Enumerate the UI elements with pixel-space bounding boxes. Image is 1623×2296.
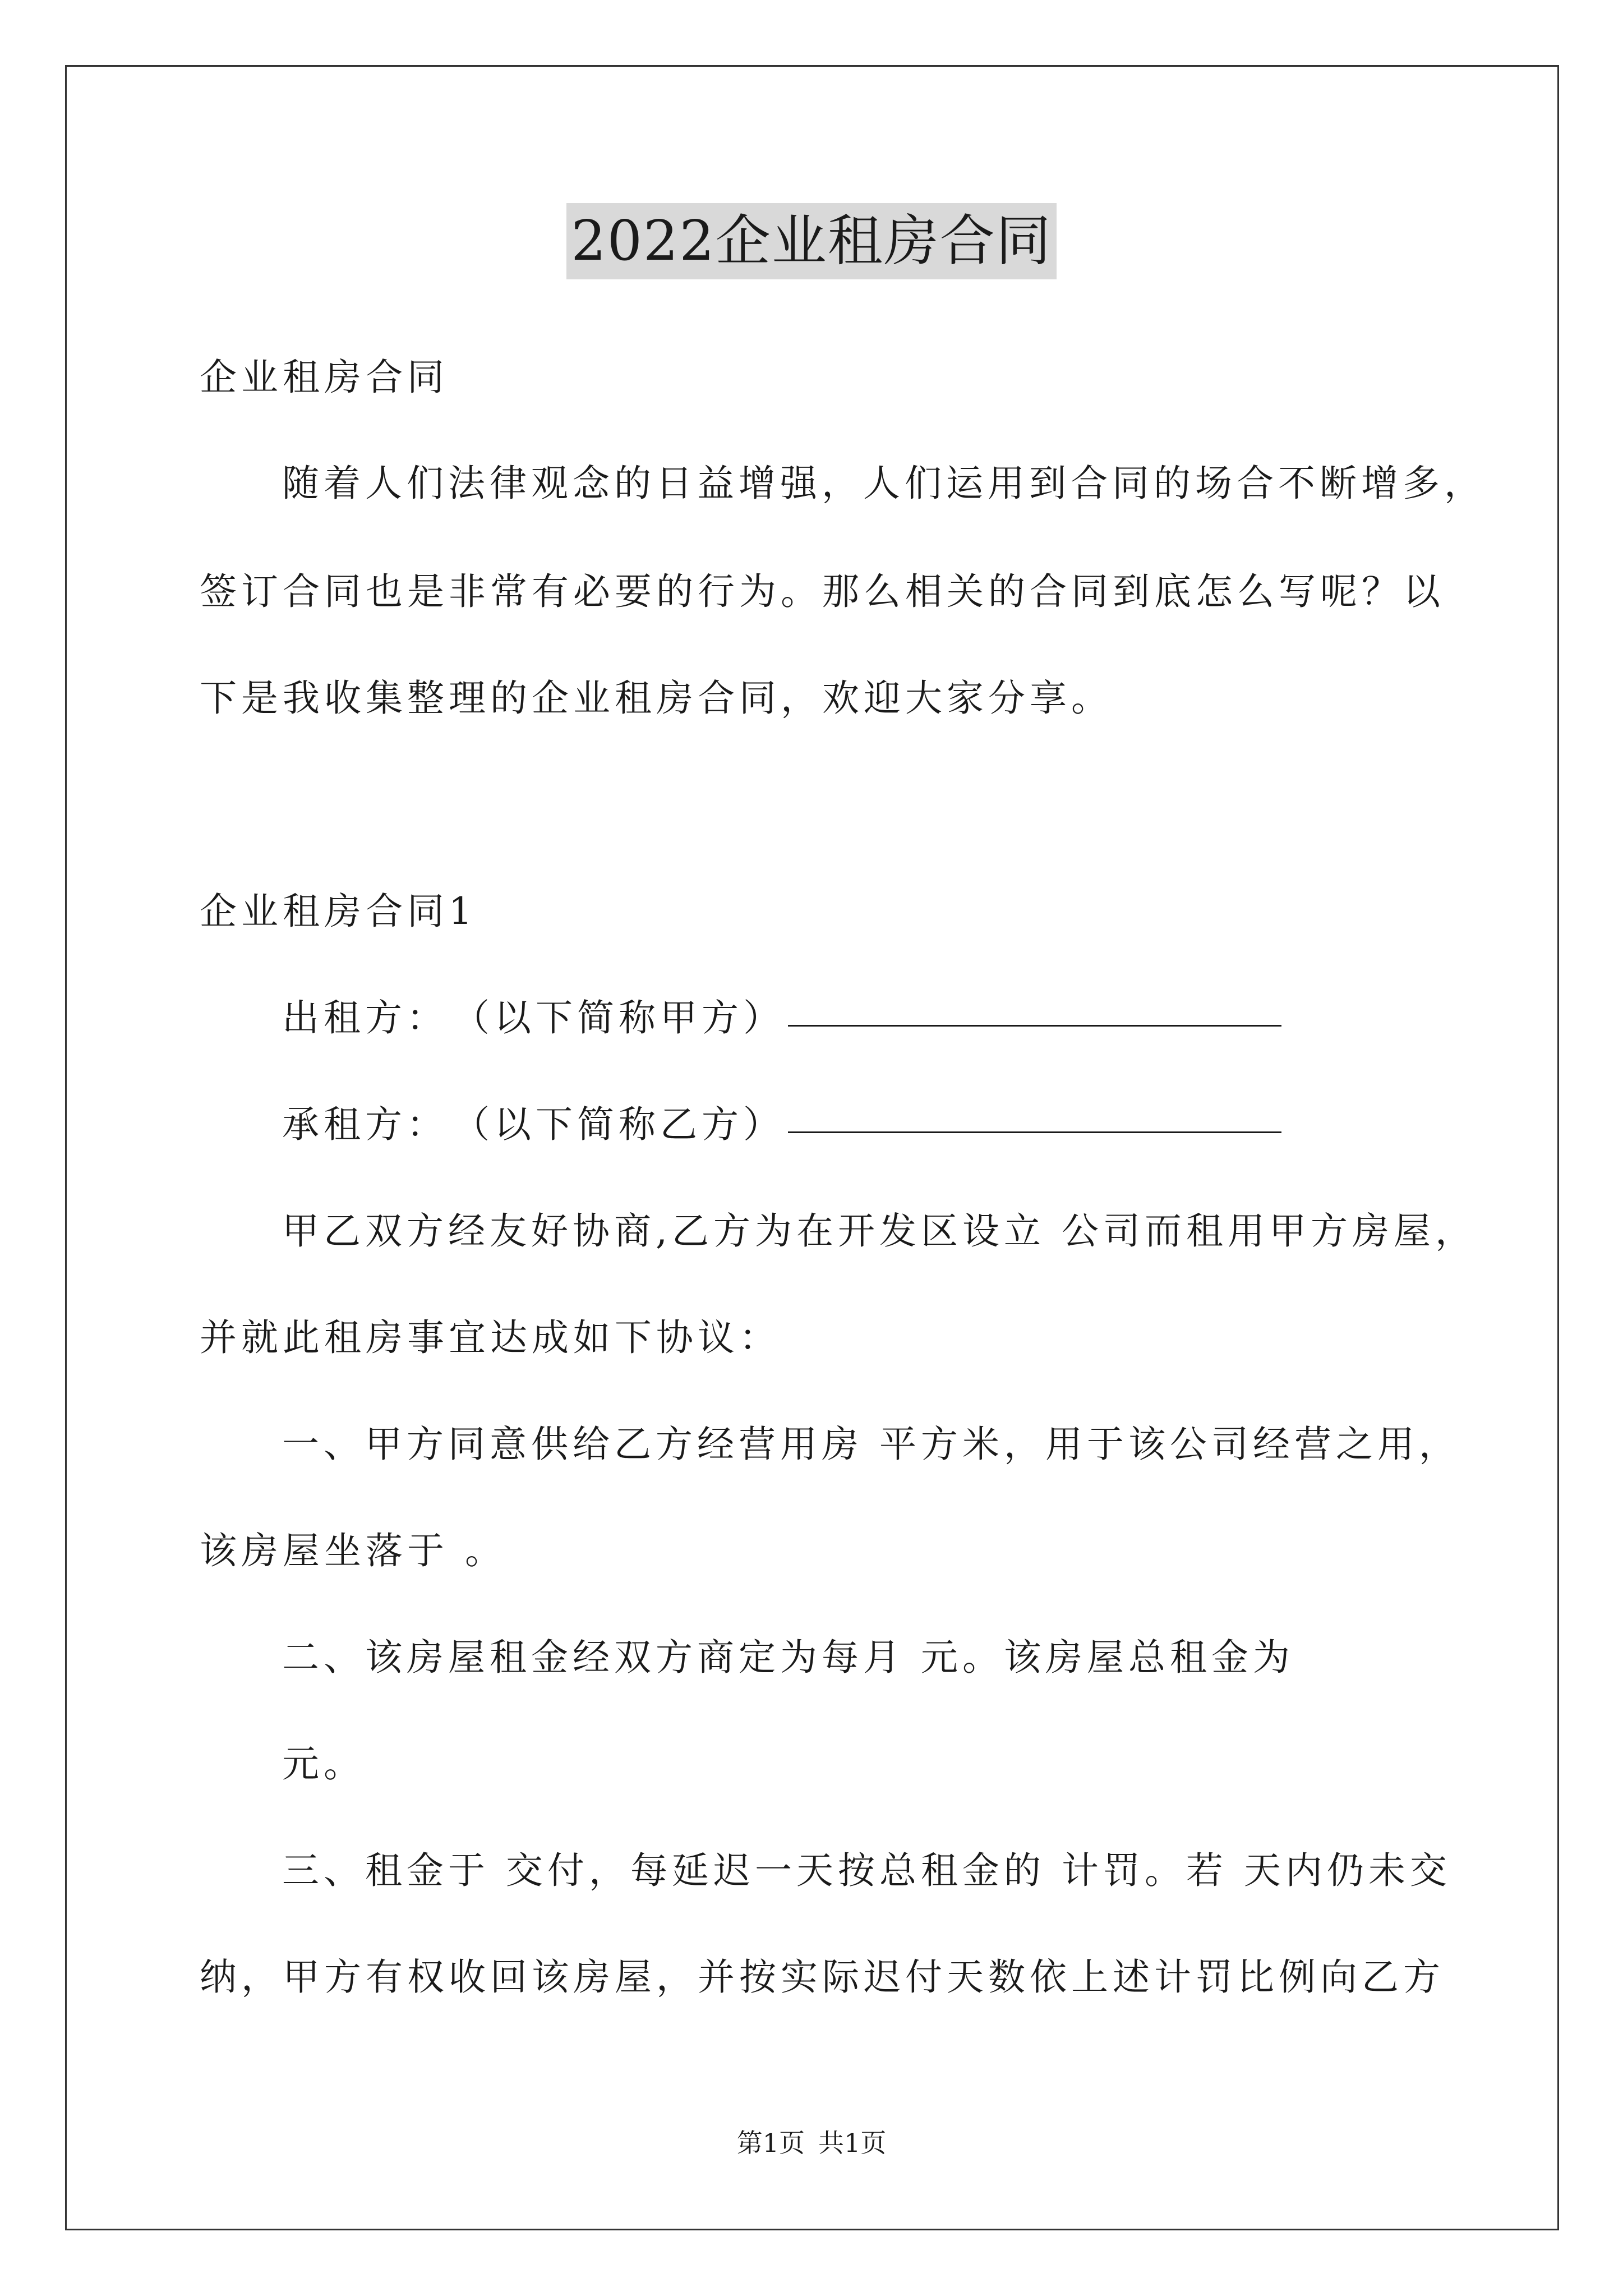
intro-line-1-text: 随着人们法律观念的日益增强，人们运用到合同的场合不断增多， <box>282 462 1486 505</box>
lessee-label: 承租方： （以下简称乙方） <box>282 1103 785 1146</box>
lessee-row <box>282 1099 1281 1150</box>
preamble-line-2: 并就此租房事宜达成如下协议： <box>200 1316 781 1359</box>
document-title: 2022企业租房合同 <box>566 203 1056 279</box>
intro-line-1 <box>282 458 1486 509</box>
contract-heading: 企业租房合同1 <box>200 890 477 933</box>
page-current: 第1页 <box>736 2128 805 2158</box>
clause3-line-1: 三、租金于 交付，每延迟一天按总租金的 计罚。若 天内仍未交 <box>282 1849 1451 1892</box>
clause2-line-2: 元。 <box>282 1742 365 1786</box>
clause2-line-1: 二、该房屋租金经双方商定为每月 元。该房屋总租金为 <box>282 1636 1294 1679</box>
page-total: 共1页 <box>818 2128 887 2158</box>
clause1-line-1: 一、甲方同意供给乙方经营用房 平方米，用于该公司经营之用， <box>282 1423 1460 1466</box>
clause3-line-2: 纳，甲方有权收回该房屋，并按实际迟付天数依上述计罚比例向乙方 <box>200 1955 1445 1999</box>
lessee-blank-line[interactable] <box>788 1131 1281 1133</box>
lessor-row <box>282 993 1281 1043</box>
intro-line-2 <box>200 567 1450 617</box>
clause1-line-2: 该房屋坐落于 。 <box>200 1529 506 1572</box>
intro-line-2-text: 签订合同也是非常有必要的行为。那么相关的合同到底怎么写呢？以 <box>200 570 1445 613</box>
page-footer <box>0 2126 1623 2160</box>
lessor-blank-line[interactable] <box>788 1025 1281 1027</box>
intro-heading: 企业租房合同 <box>200 356 449 399</box>
title-container <box>0 203 1623 279</box>
lessor-label: 出租方： （以下简称甲方） <box>282 996 785 1039</box>
preamble-line-1: 甲乙双方经友好协商,乙方为在开发区设立 公司而租用甲方房屋， <box>282 1209 1477 1253</box>
intro-line-3: 下是我收集整理的企业租房合同，欢迎大家分享。 <box>200 677 1113 720</box>
